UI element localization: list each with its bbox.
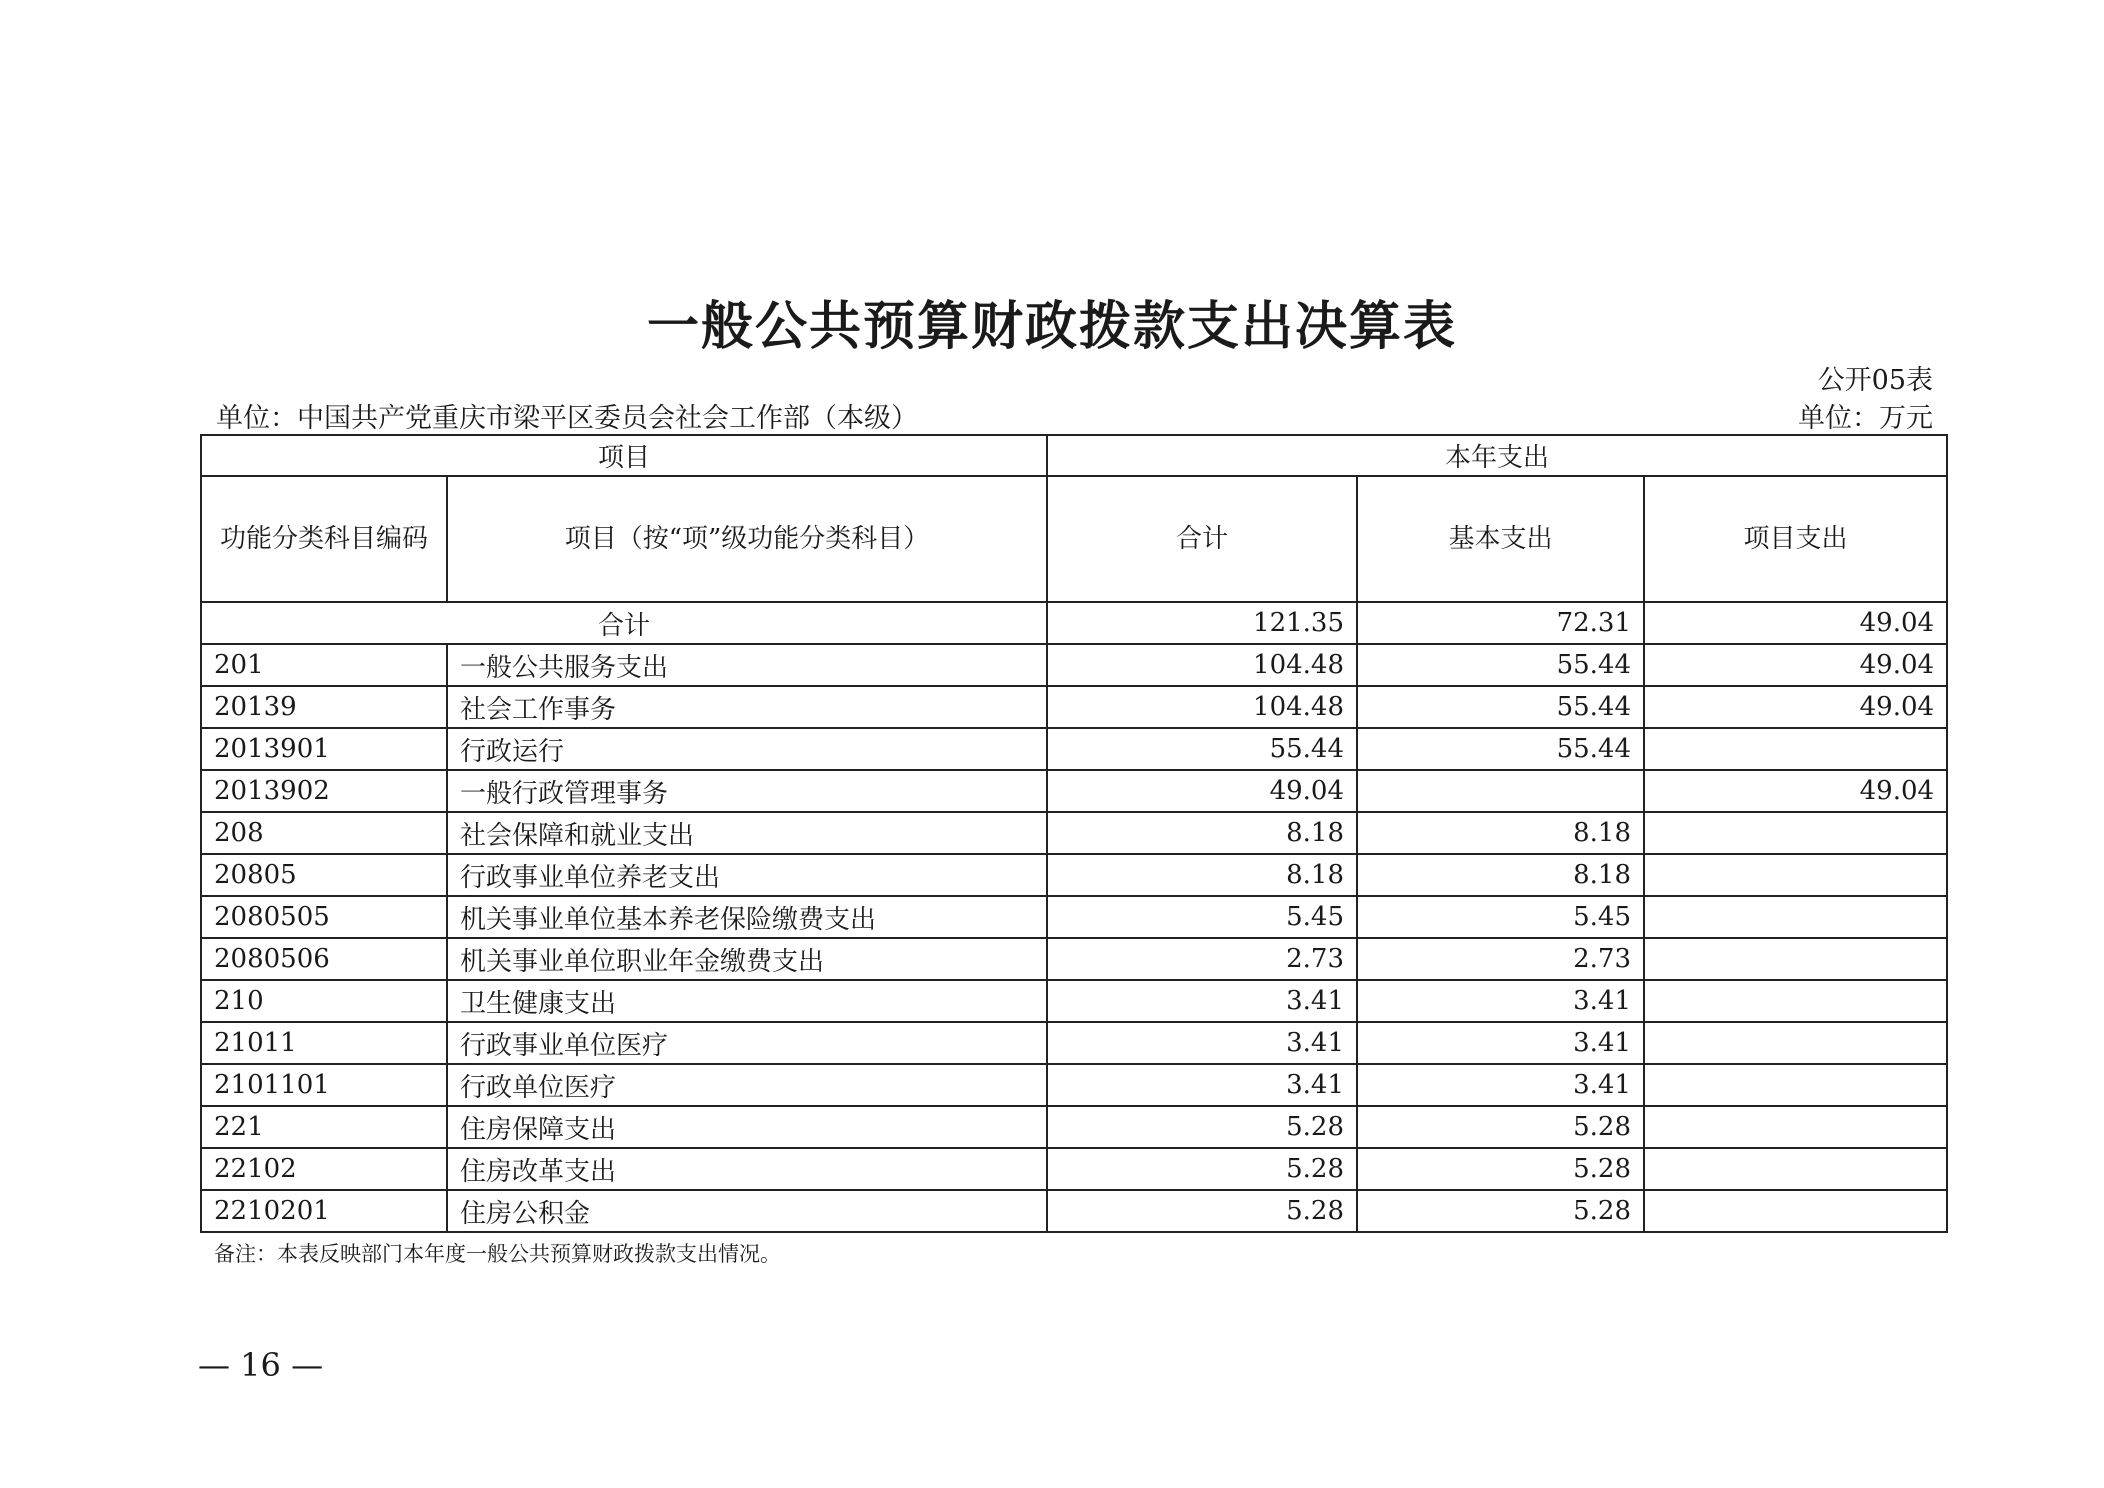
row-code: 2101101 (201, 1064, 447, 1106)
total-project: 49.04 (1644, 602, 1947, 644)
header-current-year: 本年支出 (1047, 435, 1947, 476)
row-code: 2210201 (201, 1190, 447, 1232)
table-row (201, 644, 1947, 686)
row-name: 住房保障支出 (447, 1106, 1047, 1148)
header-code: 功能分类科目编码 (201, 476, 447, 602)
table-row (201, 938, 1947, 980)
row-total: 55.44 (1047, 728, 1357, 770)
row-project (1644, 728, 1947, 770)
row-code: 221 (201, 1106, 447, 1148)
row-basic: 3.41 (1357, 1022, 1644, 1064)
row-project (1644, 980, 1947, 1022)
row-code: 2013902 (201, 770, 447, 812)
row-code: 210 (201, 980, 447, 1022)
footnote: 备注：本表反映部门本年度一般公共预算财政拨款支出情况。 (214, 1242, 781, 1266)
row-name: 一般公共服务支出 (447, 644, 1047, 686)
row-project (1644, 812, 1947, 854)
row-basic: 8.18 (1357, 854, 1644, 896)
row-project: 49.04 (1644, 644, 1947, 686)
row-name: 行政事业单位医疗 (447, 1022, 1047, 1064)
row-project (1644, 938, 1947, 980)
row-name: 行政单位医疗 (447, 1064, 1047, 1106)
table-row (201, 854, 1947, 896)
table-row (201, 1022, 1947, 1064)
row-project (1644, 1064, 1947, 1106)
row-basic (1357, 770, 1644, 812)
table-row (201, 1064, 1947, 1106)
row-code: 208 (201, 812, 447, 854)
row-name: 机关事业单位职业年金缴费支出 (447, 938, 1047, 980)
row-name: 社会保障和就业支出 (447, 812, 1047, 854)
row-basic: 55.44 (1357, 644, 1644, 686)
row-basic: 8.18 (1357, 812, 1644, 854)
row-project: 49.04 (1644, 770, 1947, 812)
row-code: 20139 (201, 686, 447, 728)
row-basic: 55.44 (1357, 728, 1644, 770)
table-row (201, 728, 1947, 770)
row-total: 5.28 (1047, 1148, 1357, 1190)
table-row (201, 896, 1947, 938)
header-basic: 基本支出 (1357, 476, 1644, 602)
table-row (201, 686, 1947, 728)
row-project (1644, 896, 1947, 938)
row-total: 3.41 (1047, 1022, 1357, 1064)
row-code: 201 (201, 644, 447, 686)
row-basic: 5.28 (1357, 1190, 1644, 1232)
row-total: 8.18 (1047, 812, 1357, 854)
row-basic: 5.28 (1357, 1106, 1644, 1148)
row-total: 3.41 (1047, 980, 1357, 1022)
table-row (201, 980, 1947, 1022)
header-project-expenditure: 项目支出 (1644, 476, 1947, 602)
table-row (201, 1106, 1947, 1148)
row-total: 3.41 (1047, 1064, 1357, 1106)
row-project (1644, 1022, 1947, 1064)
header-total: 合计 (1047, 476, 1357, 602)
row-name: 社会工作事务 (447, 686, 1047, 728)
row-total: 104.48 (1047, 686, 1357, 728)
header-row-2 (201, 476, 1947, 602)
row-code: 2080506 (201, 938, 447, 980)
row-code: 22102 (201, 1148, 447, 1190)
row-basic: 3.41 (1357, 1064, 1644, 1106)
row-project (1644, 1148, 1947, 1190)
row-basic: 55.44 (1357, 686, 1644, 728)
row-name: 卫生健康支出 (447, 980, 1047, 1022)
row-name: 住房公积金 (447, 1190, 1047, 1232)
row-project (1644, 1190, 1947, 1232)
row-total: 8.18 (1047, 854, 1357, 896)
row-name: 行政事业单位养老支出 (447, 854, 1047, 896)
total-basic: 72.31 (1357, 602, 1644, 644)
total-row (201, 602, 1947, 644)
row-code: 2013901 (201, 728, 447, 770)
row-total: 5.45 (1047, 896, 1357, 938)
row-name: 住房改革支出 (447, 1148, 1047, 1190)
total-label: 合计 (201, 602, 1047, 644)
header-row-1 (201, 435, 1947, 476)
row-code: 20805 (201, 854, 447, 896)
table-row (201, 812, 1947, 854)
form-number: 公开05表 (1817, 365, 1933, 396)
row-total: 5.28 (1047, 1106, 1357, 1148)
table-row (201, 770, 1947, 812)
page-number: — 16 — (198, 1346, 324, 1384)
row-basic: 5.28 (1357, 1148, 1644, 1190)
row-basic: 3.41 (1357, 980, 1644, 1022)
unit-organization: 单位：中国共产党重庆市梁平区委员会社会工作部（本级） (216, 403, 918, 434)
row-basic: 5.45 (1357, 896, 1644, 938)
table-row (201, 1148, 1947, 1190)
row-project (1644, 1106, 1947, 1148)
expenditure-table (200, 434, 1948, 1233)
header-project: 项目 (201, 435, 1047, 476)
row-total: 2.73 (1047, 938, 1357, 980)
row-total: 5.28 (1047, 1190, 1357, 1232)
table-row (201, 1190, 1947, 1232)
row-code: 21011 (201, 1022, 447, 1064)
row-basic: 2.73 (1357, 938, 1644, 980)
unit-currency: 单位：万元 (1798, 403, 1933, 434)
page-title: 一般公共预算财政拨款支出决算表 (646, 297, 1457, 357)
row-name: 机关事业单位基本养老保险缴费支出 (447, 896, 1047, 938)
row-project (1644, 854, 1947, 896)
row-project: 49.04 (1644, 686, 1947, 728)
row-name: 行政运行 (447, 728, 1047, 770)
total-sum: 121.35 (1047, 602, 1357, 644)
row-total: 104.48 (1047, 644, 1357, 686)
row-name: 一般行政管理事务 (447, 770, 1047, 812)
row-code: 2080505 (201, 896, 447, 938)
header-name: 项目（按“项”级功能分类科目） (447, 476, 1047, 602)
row-total: 49.04 (1047, 770, 1357, 812)
